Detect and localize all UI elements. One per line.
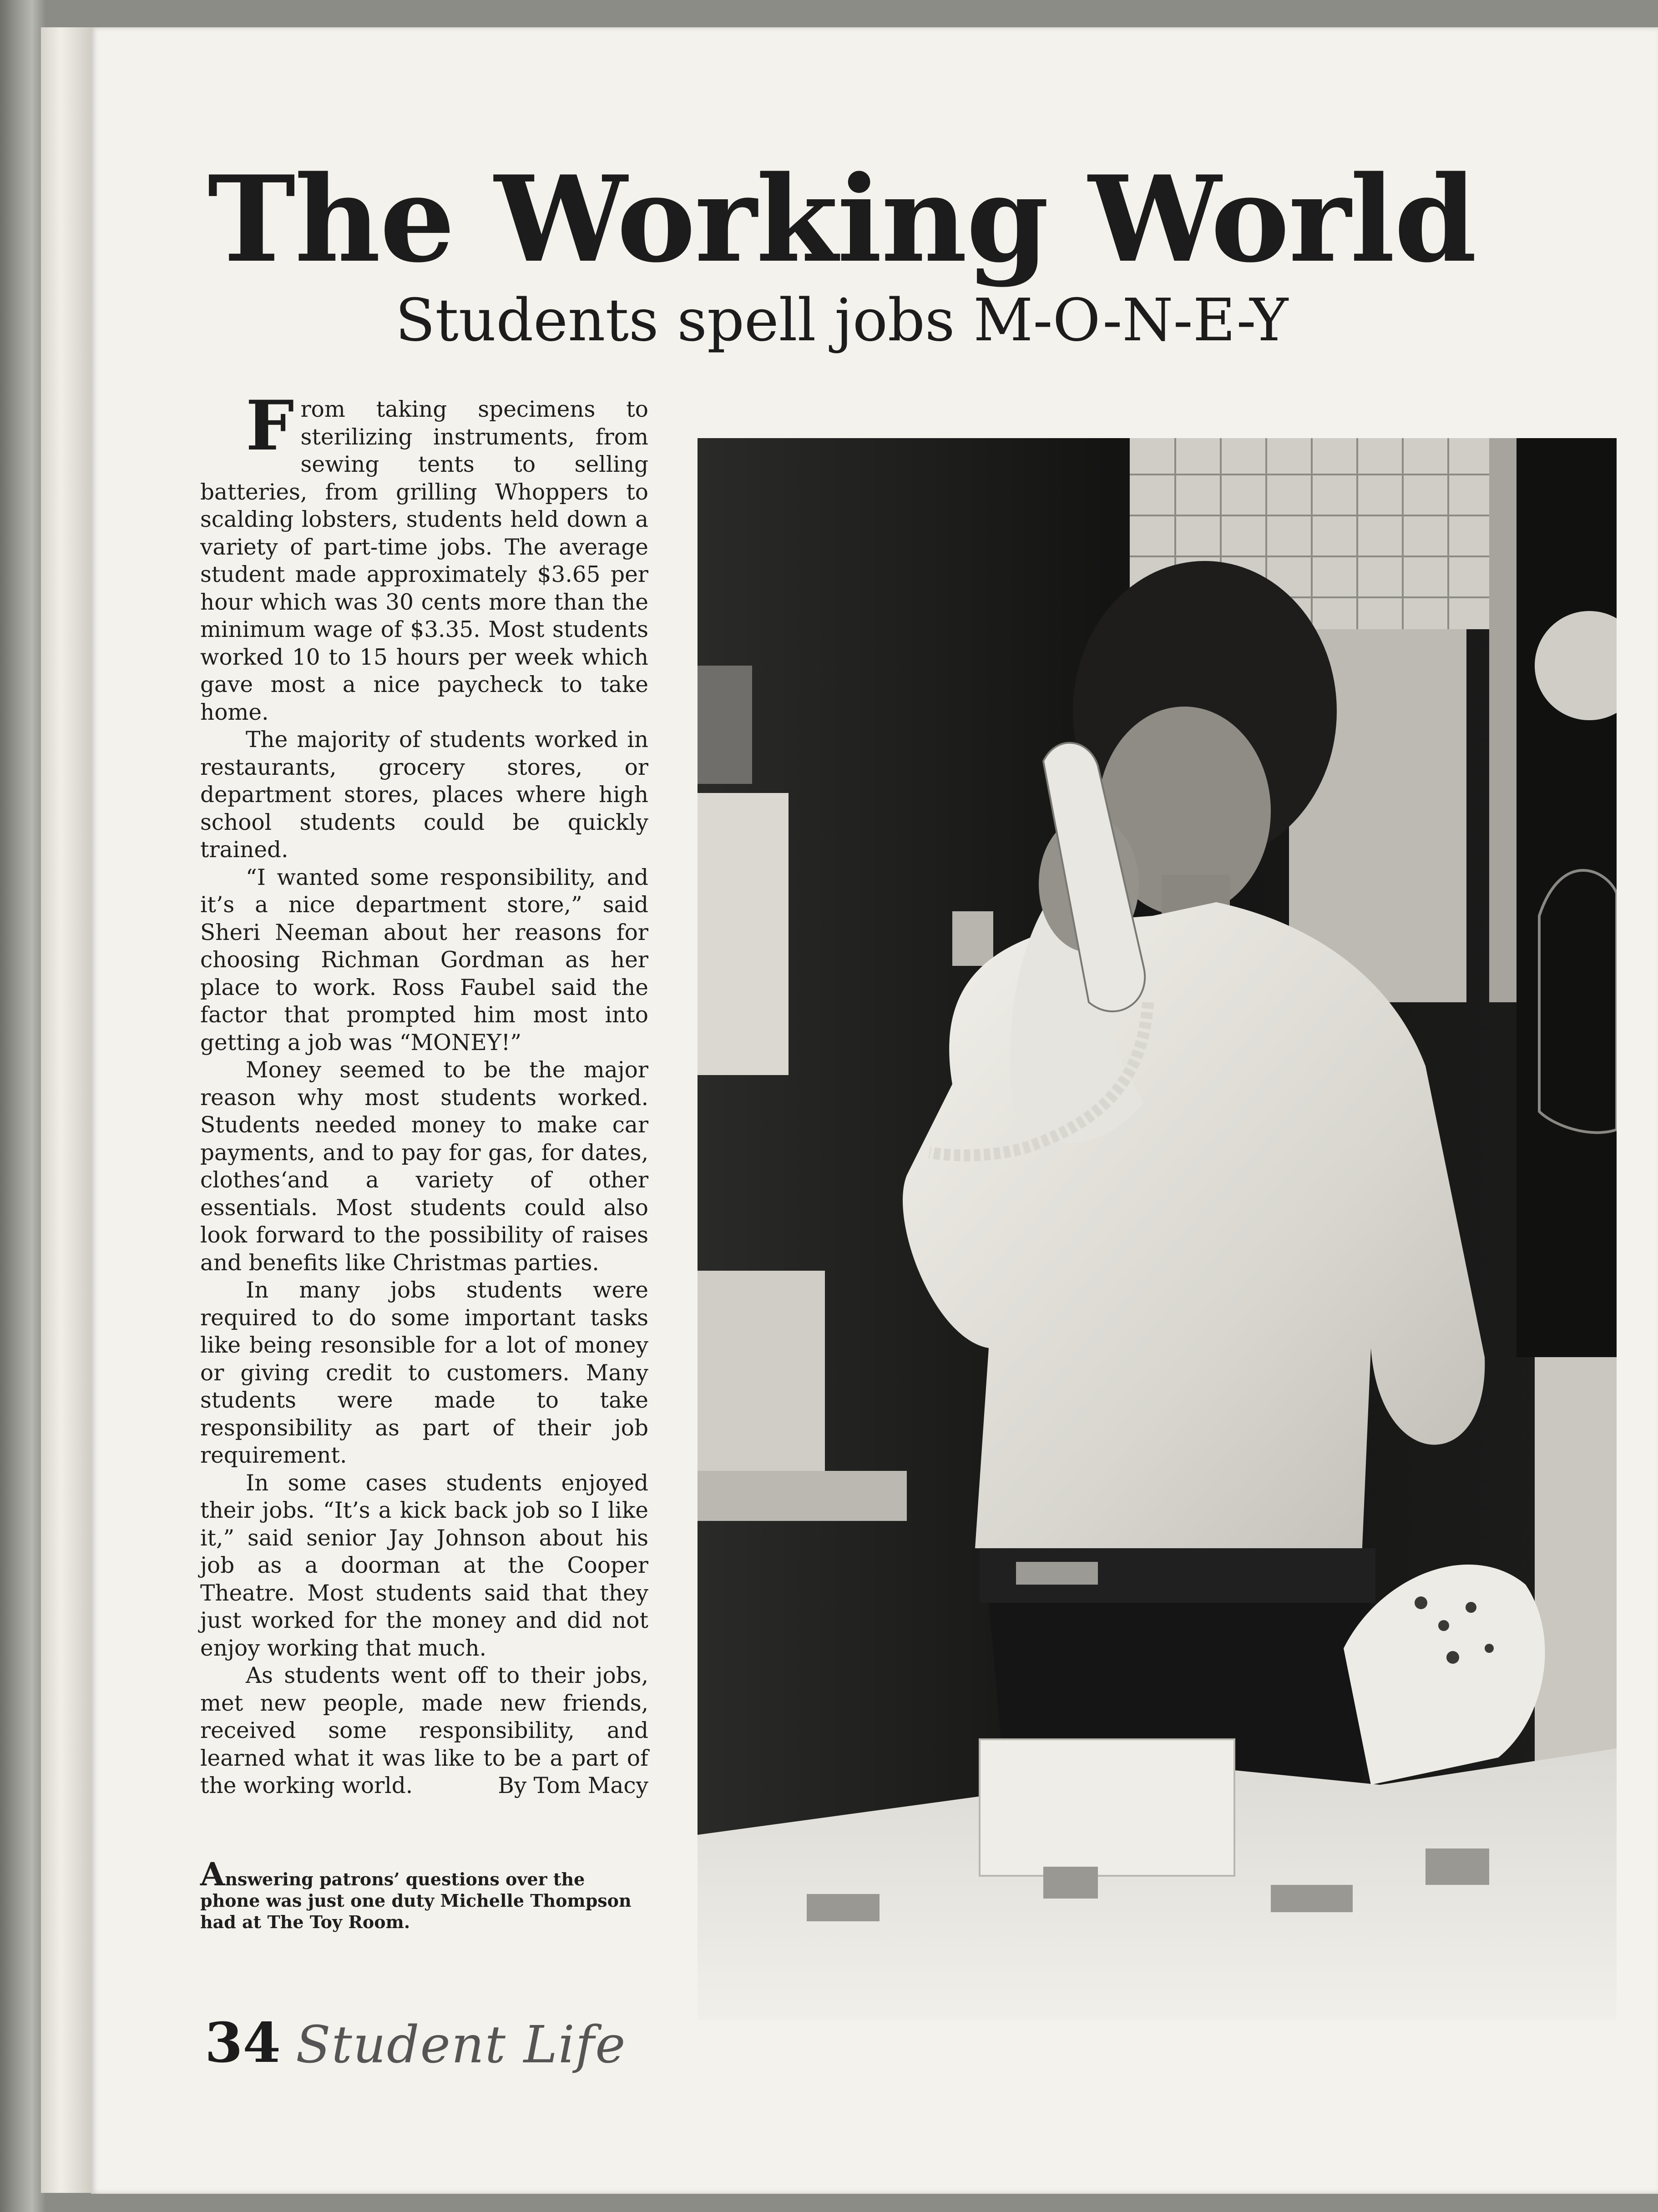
article-paragraph: The majority of students worked in restaurants, grocery stores, or department stores, places where high school students could be quickly trained. [200,727,648,863]
page-number: 34 [205,2011,281,2075]
photo-illustration [698,438,1617,2020]
article-paragraph [200,386,648,726]
article-body [200,386,648,1800]
article-paragraph [200,1662,648,1800]
article-paragraph: “I wanted some responsibility, and it’s a nice department store,” said Sheri Neeman about her reasons for choosing Richman Gordman as her place to work. Ross Faubel said the factor that prompted him most into getting a job was “MONEY!” [200,864,648,1055]
photo-woman-on-phone [698,438,1617,2020]
subheadline: Students spell jobs M-O-N-E-Y [395,287,1289,354]
article-paragraph: In many jobs students were required to do some important tasks like being resonsible for a lot of money or giving credit to customers. Many students were made to take responsibility as part of their job requirement. [200,1278,648,1468]
paragraph-text: As students went off to their jobs, met new people, made new friends, received some responsibility, and learned what it was like to be a part of the working world. [200,1663,648,1798]
headline: The Working World [207,150,1476,289]
paragraph-text: rom taking specimens to sterilizing instruments, from sewing tents to selling batteries, from grilling Whoppers to scalding lobsters, students held down a variety of part-time jobs. The average student made approximately $3.65 per hour which was 30 cents more than the minimum wage of $3.35. Most students worked 10 to 15 hours per week which gave most a nice paycheck to take home. [200,397,648,725]
section-name: Student Life [296,2015,627,2075]
drop-cap: F [246,386,294,466]
caption-initial: A [200,1855,225,1893]
article-paragraph: Money seemed to be the major reason why most students worked. Students needed money to make car payments, and to pay for gas, for dates, clothes‘and a variety of other essentials. Most students could also look forward to the possibility of raises and benefits like Christmas parties. [200,1057,648,1276]
byline: By Tom Macy [498,1773,648,1798]
article-paragraph: In some cases students enjoyed their jobs. “It’s a kick back job so I like it,” said senior Jay Johnson about his job as a doorman at the Cooper Theatre. Most students said that they just worked for the money and did not enjoy working that much. [200,1470,648,1661]
caption-text: nswering patrons’ questions over the phone was just one duty Michelle Thompson had at The Toy Room. [200,1869,632,1932]
photo-caption [200,1855,648,1933]
